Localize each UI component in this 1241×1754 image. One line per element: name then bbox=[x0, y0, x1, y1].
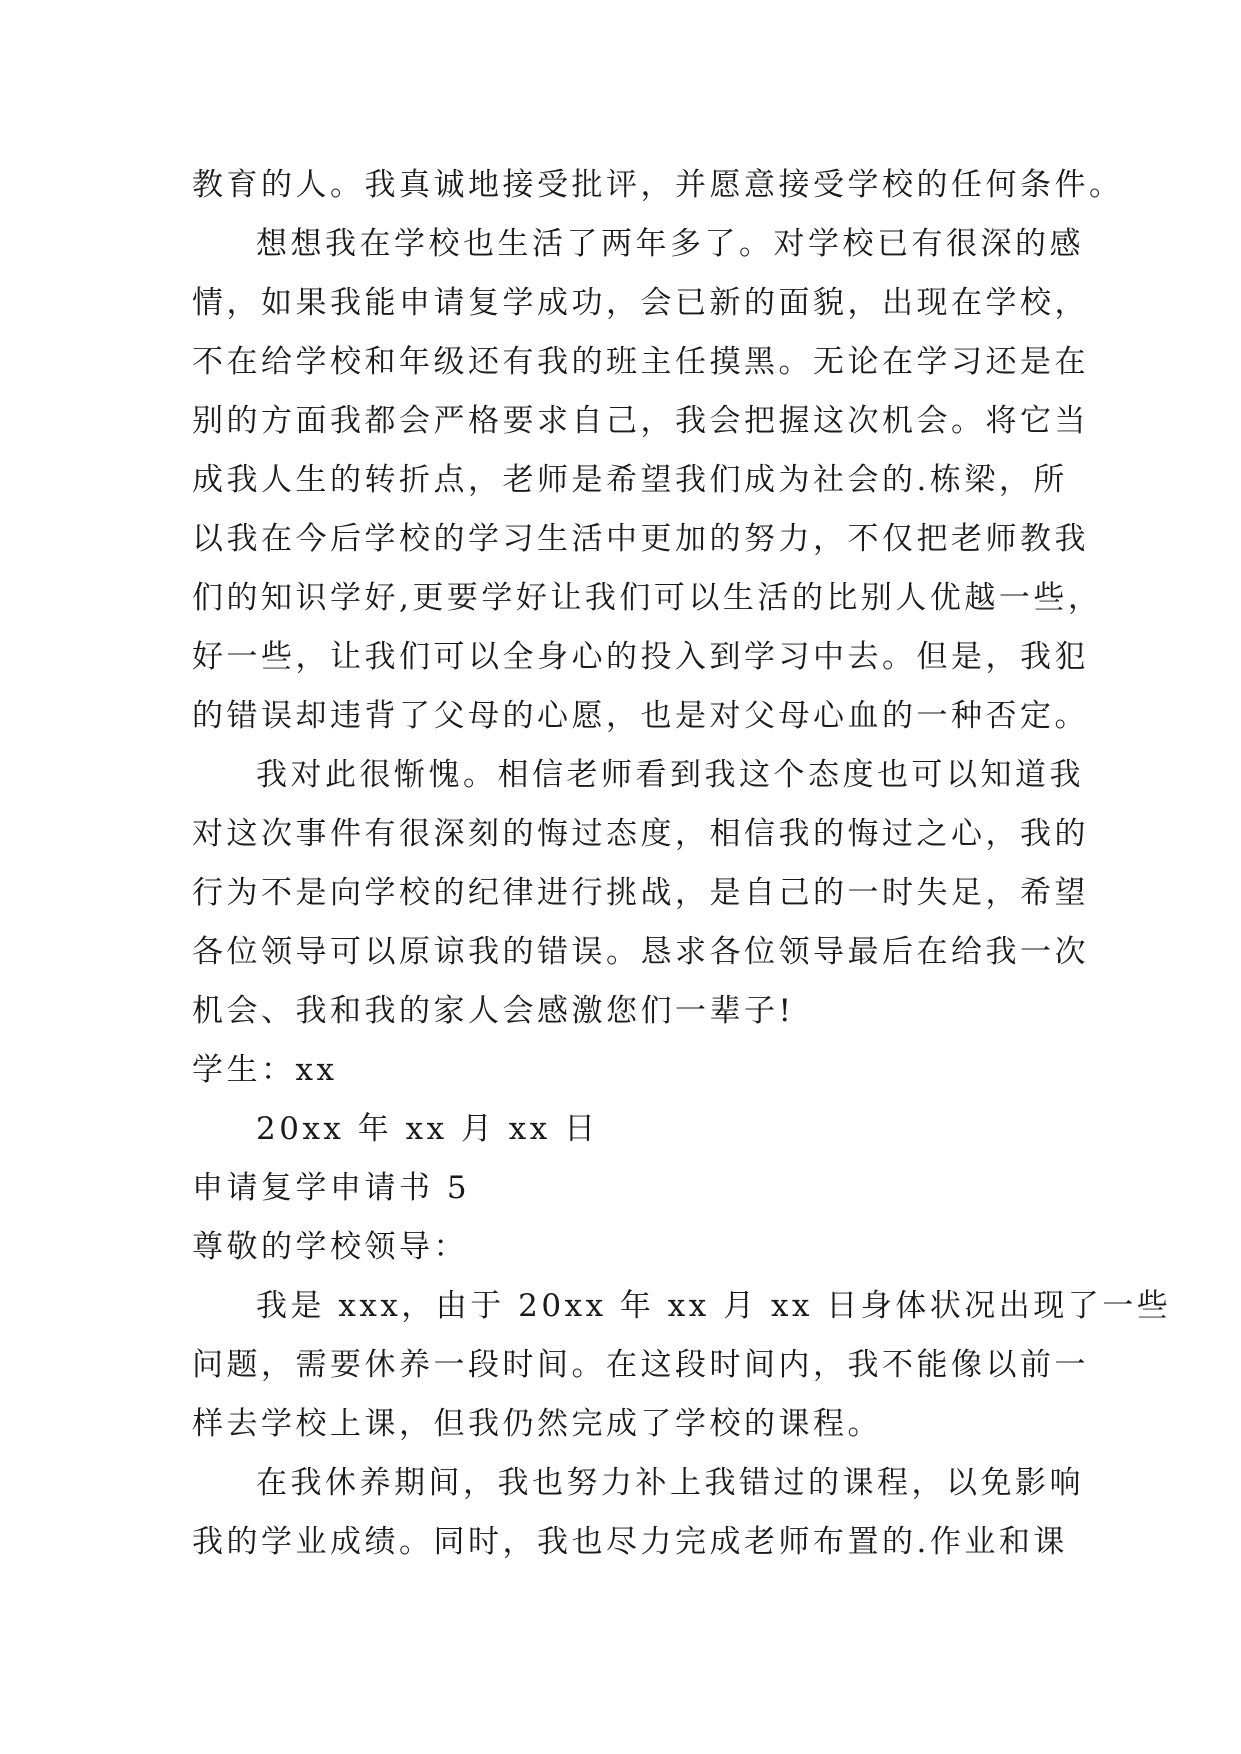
text-line: 机会、我和我的家人会感激您们一辈子! bbox=[192, 993, 795, 1029]
text-line: 好一些，让我们可以全身心的投入到学习中去。但是，我犯 bbox=[192, 639, 1089, 675]
signature-student: 学生：xx bbox=[192, 1052, 338, 1088]
text-line: 问题，需要休养一段时间。在这段时间内，我不能像以前一 bbox=[192, 1347, 1089, 1383]
text-line: 以我在今后学校的学习生活中更加的努力，不仅把老师教我 bbox=[192, 521, 1089, 557]
text-line: 教育的人。我真诚地接受批评，并愿意接受学校的任何条件。 bbox=[192, 167, 1124, 203]
text-line: 行为不是向学校的纪律进行挑战，是自己的一时失足，希望 bbox=[192, 875, 1089, 911]
paragraph-start: 在我休养期间，我也努力补上我错过的课程，以免影响 bbox=[256, 1465, 1084, 1501]
text-line: 各位领导可以原谅我的错误。恳求各位领导最后在给我一次 bbox=[192, 934, 1089, 970]
signature-date: 20xx 年 xx 月 xx 日 bbox=[256, 1111, 599, 1147]
text-line: 情，如果我能申请复学成功，会已新的面貌，出现在学校， bbox=[192, 285, 1089, 321]
text-line: 的错误却违背了父母的心愿，也是对父母心血的一种否定。 bbox=[192, 698, 1089, 734]
text-line: 成我人生的转折点，老师是希望我们成为社会的.栋梁，所 bbox=[192, 462, 1068, 498]
text-line: 别的方面我都会严格要求自己，我会把握这次机会。将它当 bbox=[192, 403, 1089, 439]
paragraph-start: 我是 xxx，由于 20xx 年 xx 月 xx 日身体状况出现了一些 bbox=[256, 1288, 1172, 1324]
paragraph-start: 想想我在学校也生活了两年多了。对学校已有很深的感 bbox=[256, 226, 1084, 262]
text-line: 们的知识学好,更要学好让我们可以生活的比别人优越一些， bbox=[192, 580, 1103, 616]
text-line: 对这次事件有很深刻的悔过态度，相信我的悔过之心，我的 bbox=[192, 816, 1089, 852]
text-line: 样去学校上课，但我仍然完成了学校的课程。 bbox=[192, 1406, 882, 1442]
text-line: 不在给学校和年级还有我的班主任摸黑。无论在学习还是在 bbox=[192, 344, 1089, 380]
paragraph-start: 我对此很惭愧。相信老师看到我这个态度也可以知道我 bbox=[256, 757, 1084, 793]
salutation: 尊敬的学校领导： bbox=[192, 1229, 468, 1265]
section-heading: 申请复学申请书 5 bbox=[192, 1170, 471, 1206]
text-line: 我的学业成绩。同时，我也尽力完成老师布置的.作业和课 bbox=[192, 1524, 1068, 1560]
